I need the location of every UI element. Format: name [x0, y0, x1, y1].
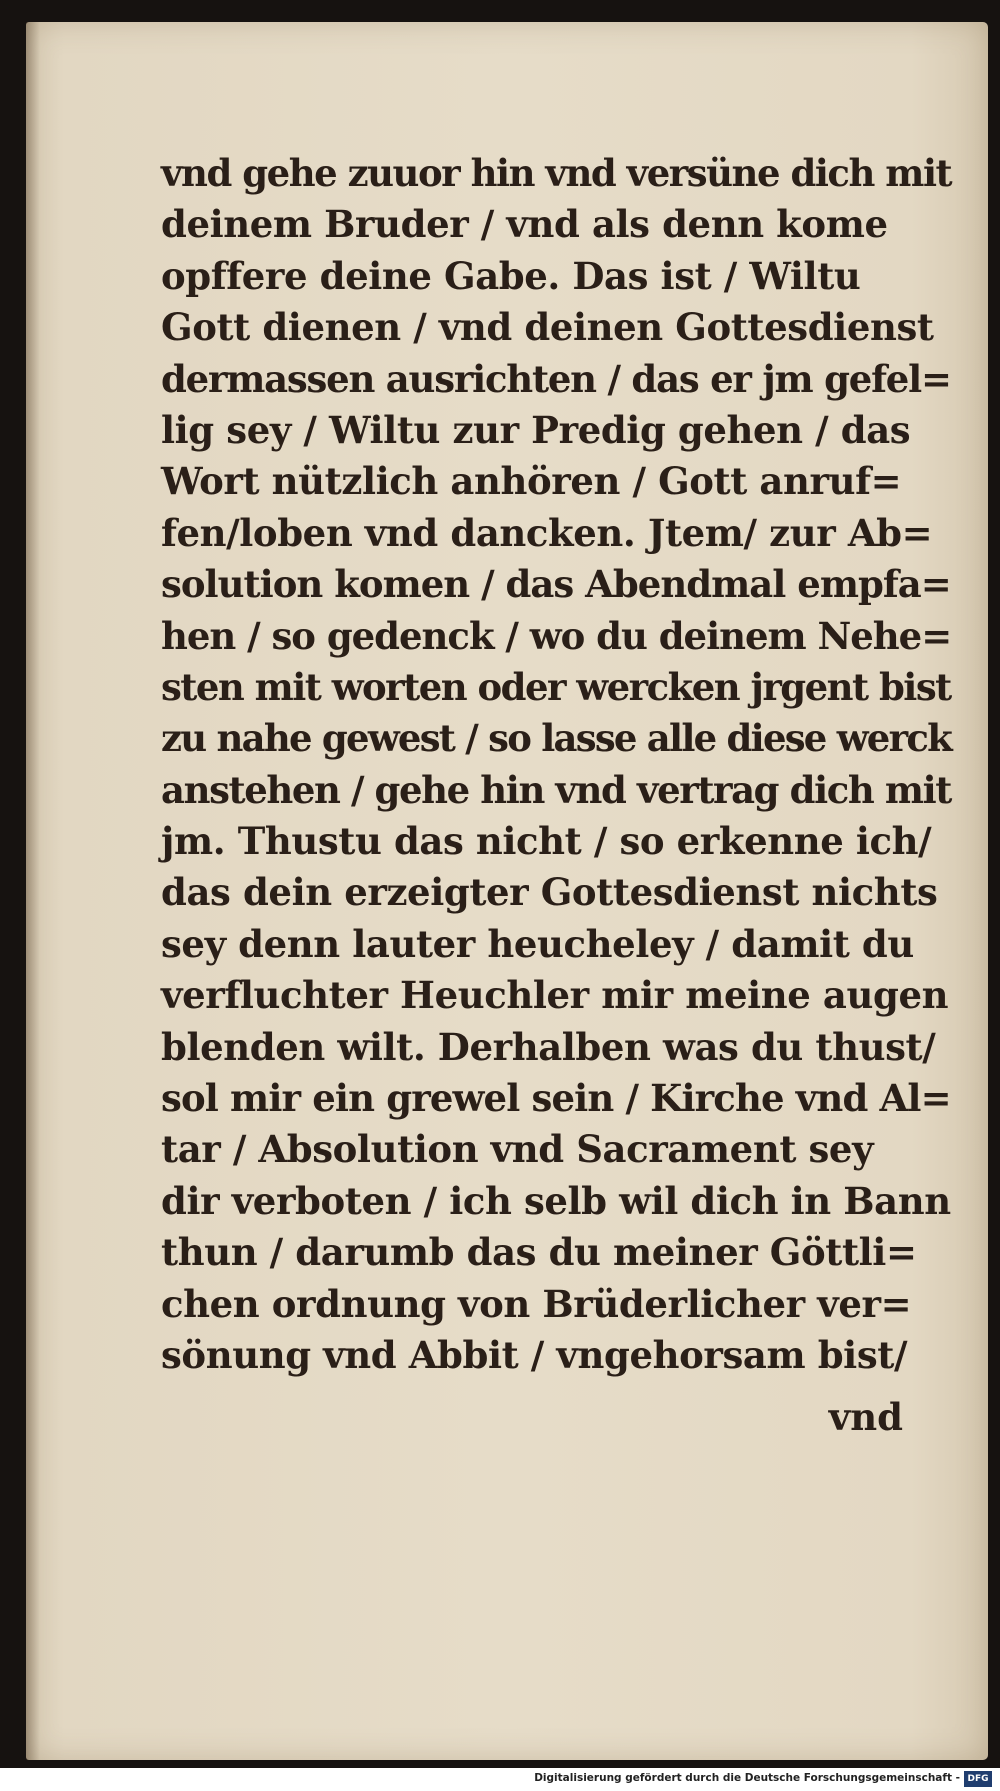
text-line: solution komen / das Abendmal empfa=: [161, 562, 951, 607]
text-line: thun / darumb das du meiner Göttli=: [161, 1230, 917, 1275]
text-line: anstehen / gehe hin vnd vertrag dich mit: [161, 767, 951, 812]
text-line: sten mit worten oder wercken jrgent bist: [161, 664, 951, 709]
text-line: tar / Absolution vnd Sacrament sey: [161, 1127, 874, 1172]
text-line: das dein erzeigter Gottesdienst nichts: [161, 870, 938, 915]
text-line: sönung vnd Abbit / vngehorsam bist/: [161, 1332, 908, 1377]
text-line: chen ordnung von Brüderlicher ver=: [161, 1281, 912, 1326]
text-line: dermassen ausrichten / das er jm gefel=: [161, 356, 951, 401]
text-line: lig sey / Wiltu zur Predig gehen / das: [161, 407, 911, 452]
text-line: fen/loben vnd dancken. Jtem/ zur Ab=: [161, 510, 933, 555]
text-line: vnd gehe zuuor hin vnd versüne dich mit: [161, 151, 952, 195]
page-gutter-shadow: [26, 22, 40, 1760]
funding-notice: Digitalisierung gefördert durch die Deutsche Forschungsgemeinschaft -: [534, 1772, 960, 1784]
text-line: blenden wilt. Derhalben was du thust/: [161, 1024, 936, 1069]
text-line: deinem Bruder / vnd als denn kome: [161, 202, 888, 247]
dfg-logo: DFG: [964, 1771, 992, 1787]
text-line: hen / so gedenck / wo du deinem Nehe=: [161, 613, 952, 658]
text-line: verfluchter Heuchler mir meine augen: [161, 973, 949, 1018]
text-line: zu nahe gewest / so lasse alle diese werck: [161, 716, 951, 761]
catchword: vnd: [828, 1395, 903, 1439]
text-line: Wort nützlich anhören / Gott anruf=: [161, 459, 902, 504]
page-text-block: [161, 148, 951, 1381]
text-line: sey denn lauter heucheley / damit du: [161, 921, 914, 966]
text-line: dir verboten / ich selb wil dich in Bann: [161, 1178, 951, 1223]
text-line: Gott dienen / vnd deinen Gottesdienst: [161, 305, 934, 350]
book-page: [26, 22, 988, 1760]
text-line: opffere deine Gabe. Das ist / Wiltu: [161, 253, 861, 298]
digitization-footer: [0, 1768, 1000, 1791]
text-line: sol mir ein grewel sein / Kirche vnd Al=: [161, 1076, 951, 1121]
text-line: jm. Thustu das nicht / so erkenne ich/: [161, 819, 932, 864]
